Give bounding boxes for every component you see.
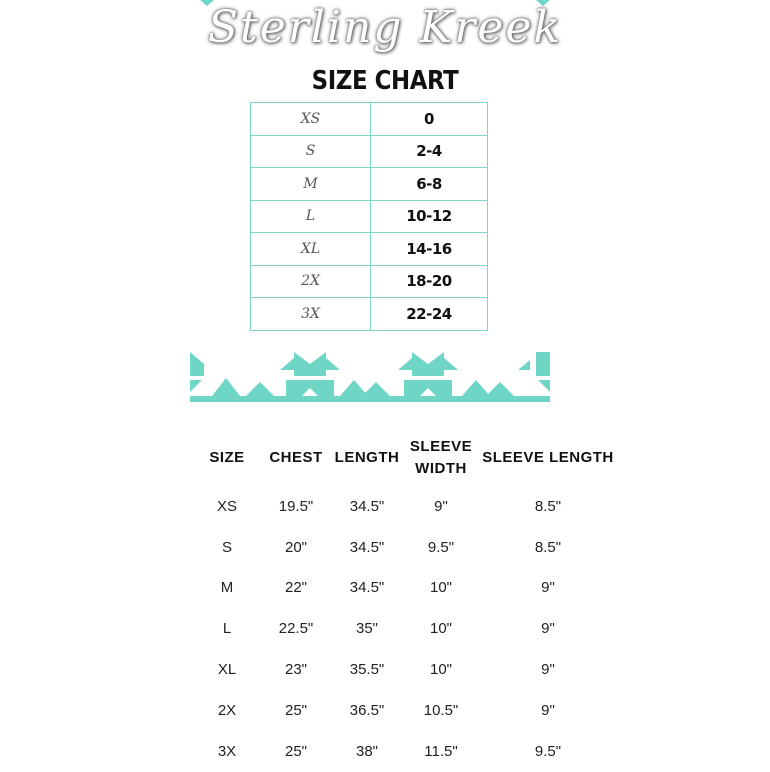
cell-chest: 22.5" xyxy=(278,620,314,638)
header-length: LENGTH xyxy=(334,449,400,466)
number-size-cell: 0 xyxy=(371,103,488,136)
table-row xyxy=(192,649,618,690)
number-size-cell: 10-12 xyxy=(371,200,488,233)
size-cell: 2X xyxy=(251,265,371,298)
number-size-cell: 22-24 xyxy=(371,298,488,331)
cell-chest: 25" xyxy=(284,742,307,760)
header-size: SIZE xyxy=(209,449,245,466)
cell-size: L xyxy=(222,620,232,638)
cell-sleeve-width: 11.5" xyxy=(424,742,458,760)
number-size-cell: 14-16 xyxy=(371,233,488,266)
size-cell: XS xyxy=(251,103,371,136)
table-row xyxy=(251,135,488,168)
cell-sleeve-width: 10" xyxy=(429,620,452,638)
number-size-cell: 6-8 xyxy=(371,168,488,201)
table-row xyxy=(192,731,618,772)
measurements-table xyxy=(192,430,618,772)
cell-chest: 19.5" xyxy=(278,497,314,515)
cell-sleeve-length: 8.5" xyxy=(534,538,562,556)
cell-sleeve-width: 10" xyxy=(429,661,452,679)
table-row xyxy=(251,200,488,233)
cell-length: 38" xyxy=(355,742,378,760)
cell-sleeve-width: 10" xyxy=(429,579,452,597)
cell-size: XL xyxy=(217,661,237,679)
size-conversion-table xyxy=(250,102,488,331)
brand-logo: Sterling Kreek xyxy=(207,2,563,53)
cell-chest: 22" xyxy=(284,579,307,597)
table-row xyxy=(251,233,488,266)
size-cell: L xyxy=(251,200,371,233)
size-cell: M xyxy=(251,168,371,201)
cell-sleeve-width: 9" xyxy=(434,497,448,515)
cell-chest: 20" xyxy=(284,538,307,556)
table-row xyxy=(192,608,618,649)
cell-chest: 25" xyxy=(284,701,307,719)
size-cell: XL xyxy=(251,233,371,266)
cell-sleeve-length: 9" xyxy=(541,661,555,679)
cell-size: 3X xyxy=(217,742,237,760)
table-row xyxy=(251,103,488,136)
cell-sleeve-width: 10.5" xyxy=(423,701,459,719)
table-row xyxy=(251,265,488,298)
cell-sleeve-length: 8.5" xyxy=(534,497,562,515)
table-row xyxy=(192,486,618,527)
table-row xyxy=(192,568,618,609)
table-row xyxy=(192,690,618,731)
size-cell: 3X xyxy=(251,298,371,331)
cell-sleeve-width: 9.5" xyxy=(427,538,455,556)
aztec-pattern-divider xyxy=(190,350,550,404)
table-row xyxy=(251,298,488,331)
header-sleeve-width: SLEEVE WIDTH xyxy=(409,438,473,477)
number-size-cell: 2-4 xyxy=(371,135,488,168)
cell-size: M xyxy=(220,579,234,597)
table-row xyxy=(192,527,618,568)
page-title: SIZE CHART xyxy=(311,66,459,96)
cell-sleeve-length: 9" xyxy=(541,579,555,597)
table-header-row xyxy=(192,430,618,486)
header-chest: CHEST xyxy=(269,449,323,466)
cell-length: 35.5" xyxy=(349,661,385,679)
cell-chest: 23" xyxy=(284,661,307,679)
cell-sleeve-length: 9.5" xyxy=(534,742,562,760)
table-row xyxy=(251,168,488,201)
cell-length: 35" xyxy=(355,620,378,638)
cell-size: XS xyxy=(216,497,237,515)
cell-length: 34.5" xyxy=(349,497,385,515)
cell-sleeve-length: 9" xyxy=(541,620,555,638)
cell-length: 34.5" xyxy=(349,579,385,597)
cell-length: 34.5" xyxy=(349,538,385,556)
cell-size: S xyxy=(221,538,232,556)
size-cell: S xyxy=(251,135,371,168)
cell-sleeve-length: 9" xyxy=(541,701,555,719)
header-sleeve-length: SLEEVE LENGTH xyxy=(482,449,614,466)
cell-size: 2X xyxy=(217,701,237,719)
number-size-cell: 18-20 xyxy=(371,265,488,298)
cell-length: 36.5" xyxy=(349,701,385,719)
